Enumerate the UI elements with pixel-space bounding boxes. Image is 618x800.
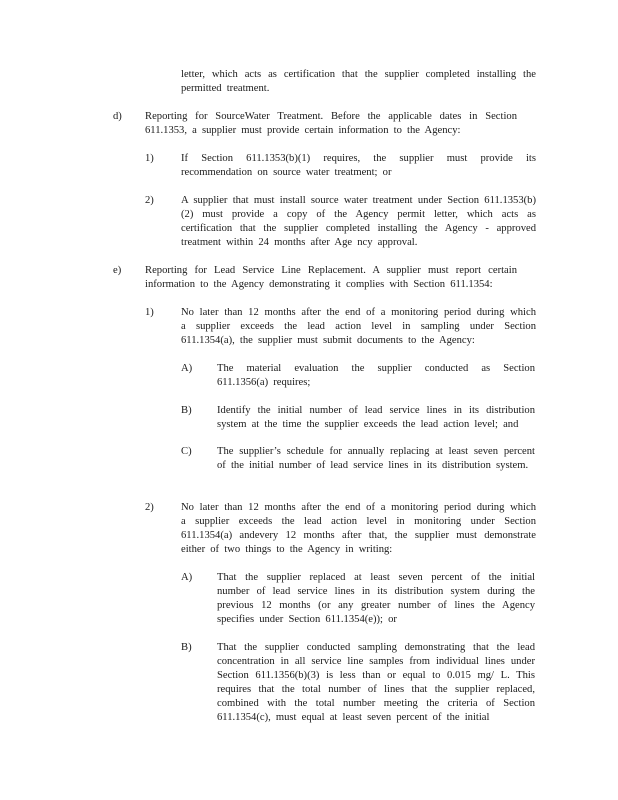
section-e1a-label: A) — [181, 363, 193, 374]
section-e1b-label: B) — [181, 405, 192, 416]
section-e1a-text: The material evaluation the supplier conducted as Section 611.1356(a) requires; — [217, 363, 535, 388]
section-e1c-text: The supplier’s schedule for annually replacing at least seven percent of the initial number of lead service lines in its distribution system. — [217, 446, 535, 471]
section-e-heading: Reporting for Lead Service Line Replacement. A supplier must report certain information to the Agency demonstrating it complies with Section 611.1354: — [145, 265, 517, 290]
section-d1-text: If Section 611.1353(b)(1) requires, the supplier must provide its recommendation on source water treatment; or — [181, 153, 536, 178]
section-e1c-label: C) — [181, 446, 192, 457]
section-d2-text: A supplier that must install source water treatment under Section 611.1353(b)(2) must provide a copy of the Agency permit letter, which acts as certification that the supplier completed installing the Agency - approved treatment within 24 months after Age ncy approval. — [181, 195, 536, 248]
section-e2b-text: That the supplier conducted sampling demonstrating that the lead concentration in all service line samples from individual lines under Section 611.1356(b)(3) is less than or equal to 0.015 mg/ L. This requires that the total number of lines that the supplier replaced, combined with the total number meeting the criteria of Section 611.1354(c), must equal at least seven percent of the initial — [217, 642, 535, 723]
section-e2a-text: That the supplier replaced at least seven percent of the initial number of lead service lines in its distribution system during the previous 12 months (or any greater number of lines the Agency specifies under Section 611.1354(e)); or — [217, 572, 535, 625]
section-e-label: e) — [113, 265, 122, 276]
section-d1-label: 1) — [145, 153, 154, 164]
section-e2a-label: A) — [181, 572, 193, 583]
section-e1-label: 1) — [145, 307, 154, 318]
section-e1b-text: Identify the initial number of lead service lines in its distribution system at the time the supplier exceeds the lead action level; and — [217, 405, 535, 430]
section-e1-text: No later than 12 months after the end of a monitoring period during which a supplier exceeds the lead action level in sampling under Section 611.1354(a), the supplier must submit documents to the Agency: — [181, 307, 536, 346]
section-d2-label: 2) — [145, 195, 154, 206]
section-e2b-label: B) — [181, 642, 192, 653]
section-e2-label: 2) — [145, 502, 154, 513]
section-e2-text: No later than 12 months after the end of a monitoring period during which a supplier exceeds the lead action level in monitoring under Section 611.1354(a) andevery 12 months after that, the supplier must demonstrate either of two things to the Agency in writing: — [181, 502, 536, 555]
section-d-label: d) — [113, 111, 122, 122]
intro-paragraph: letter, which acts as certification that the supplier completed installing the permitted treatment. — [181, 69, 536, 94]
section-d-heading: Reporting for SourceWater Treatment. Before the applicable dates in Section 611.1353, a supplier must provide certain information to the Agency: — [145, 111, 517, 136]
